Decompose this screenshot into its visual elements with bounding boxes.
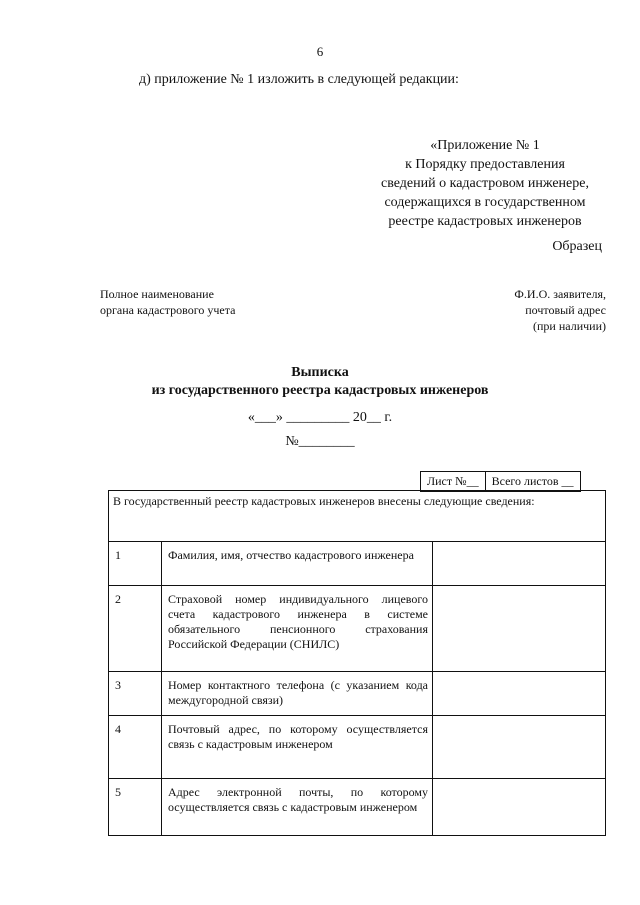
applicant-line: почтовый адрес <box>525 303 606 317</box>
row-number: 5 <box>109 779 162 836</box>
row-value <box>433 542 606 586</box>
row-label: Номер контактного телефона (с указанием кода междугородной связи) <box>162 672 433 716</box>
row-label: Фамилия, имя, отчество кадастрового инженера <box>162 542 433 586</box>
table-row <box>109 779 606 836</box>
row-number: 2 <box>109 586 162 672</box>
sheet-box <box>420 471 581 492</box>
row-value <box>433 779 606 836</box>
row-number: 3 <box>109 672 162 716</box>
number-line: №________ <box>285 434 355 449</box>
appendix-line: реестре кадастровых инженеров <box>388 214 582 229</box>
table-row <box>109 716 606 779</box>
appendix-line: «Приложение № 1 <box>430 138 540 153</box>
table-header: В государственный реестр кадастровых инженеров внесены следующие сведения: <box>109 491 606 542</box>
authority-line: Полное наименование <box>100 287 214 301</box>
title-line: из государственного реестра кадастровых инженеров <box>151 383 489 398</box>
amendment-intro: д) приложение № 1 изложить в следующей редакции: <box>139 72 459 87</box>
page-number: 6 <box>316 44 324 59</box>
row-label: Почтовый адрес, по которому осуществляется связь с кадастровым инженером <box>162 716 433 779</box>
sheet-number: Лист №__ <box>427 474 479 488</box>
applicant-line: Ф.И.О. заявителя, <box>514 287 606 301</box>
table-row <box>109 542 606 586</box>
table-row <box>109 586 606 672</box>
document-title <box>0 364 640 400</box>
register-table <box>108 490 606 836</box>
sheet-total: Всего листов __ <box>485 472 580 491</box>
row-value <box>433 672 606 716</box>
applicant-block <box>514 286 606 334</box>
row-label: Страховой номер индивидуального лицевого счета кадастрового инженера в системе обязательного пенсионного страхования Российской Федерации (СНИЛС) <box>162 586 433 672</box>
row-value <box>433 716 606 779</box>
row-number: 4 <box>109 716 162 779</box>
applicant-line: (при наличии) <box>533 319 606 333</box>
appendix-line: к Порядку предоставления <box>405 157 565 172</box>
row-value <box>433 586 606 672</box>
title-line: Выписка <box>291 365 349 380</box>
table-row <box>109 672 606 716</box>
appendix-line: сведений о кадастровом инженере, <box>381 176 589 191</box>
authority-line: органа кадастрового учета <box>100 303 236 317</box>
authority-name-block <box>100 286 235 318</box>
date-line: «___» _________ 20__ г. <box>247 410 393 425</box>
row-label: Адрес электронной почты, по которому осуществляется связь с кадастровым инженером <box>162 779 433 836</box>
table-header-row <box>109 491 606 542</box>
sample-label: Образец <box>552 239 602 254</box>
appendix-line: содержащихся в государственном <box>384 195 586 210</box>
row-number: 1 <box>109 542 162 586</box>
appendix-header <box>370 136 600 231</box>
